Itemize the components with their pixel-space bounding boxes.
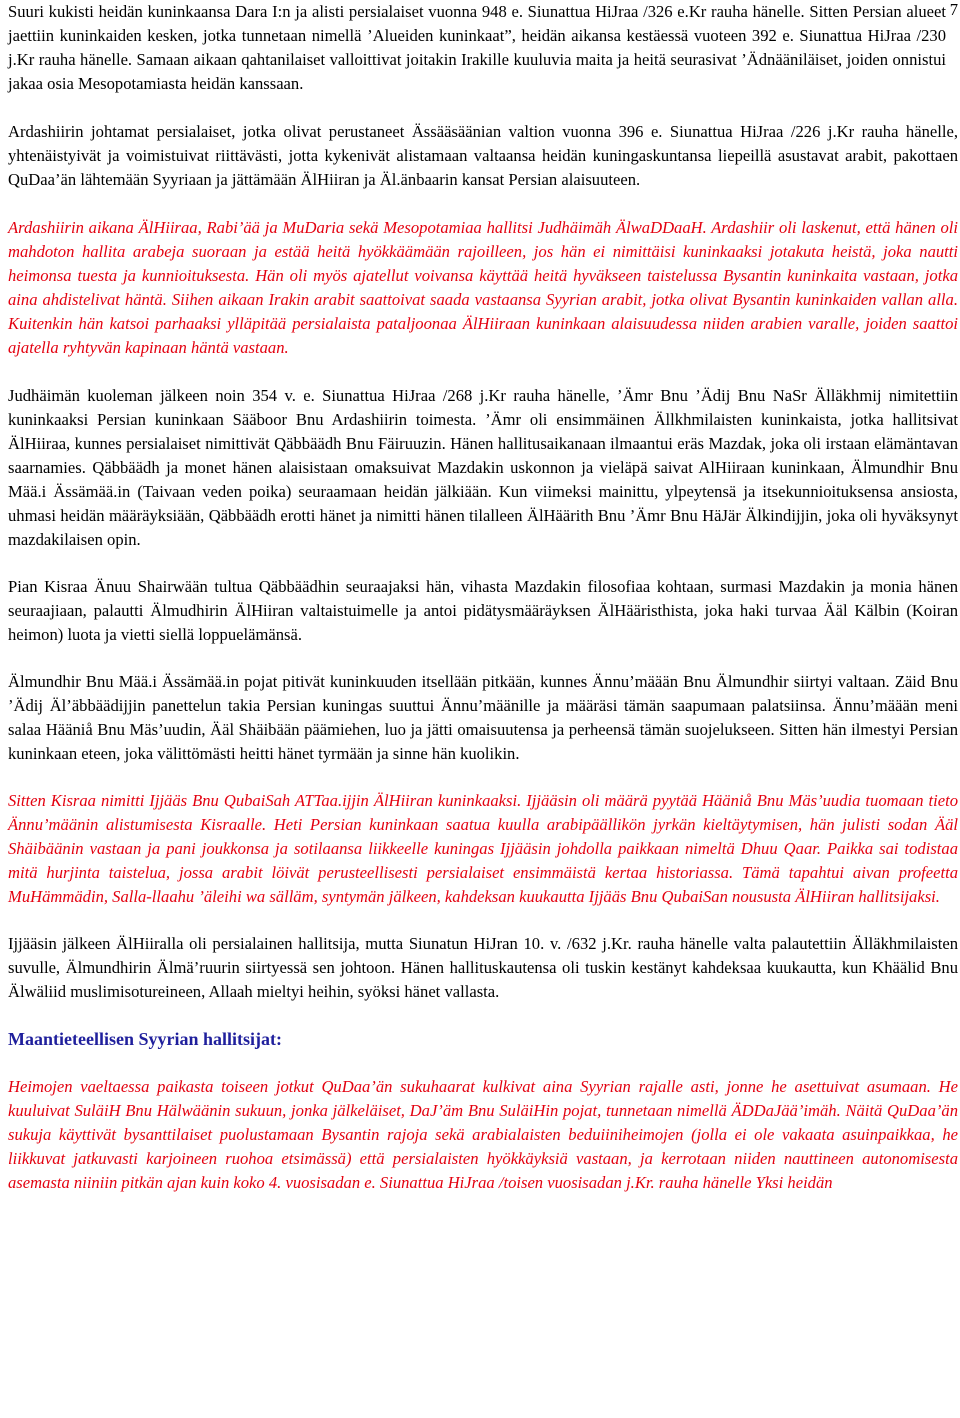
page-number: 7 <box>949 0 958 19</box>
section-heading: Maantieteellisen Syyrian hallitsijat: <box>8 1029 282 1049</box>
paragraph-9-italic: Heimojen vaeltaessa paikasta toiseen jotkut QuDaa’än sukuhaarat kulkivat aina Syyrian rajalle asti, jonne he asettuivat asumaan. He kuuluivat SuläiH Bnu Hälwäänin sukuun, jonka jälkeläiset, DaJ’äm Bnu SuläiHin pojat, tunnetaan nimellä ÄDDaJää’imäh. Näitä QuDaa’än sukuja käyttivät bysanttilaiset puolustamaan Bysantin rajoja sekä arabialaisten beduiiniheimojen (jolla ei ole vakaata asuinpaikkaa, he liikkuvat jatkuvasti karjoineen ruohoa etsimässä) että persialaisten hyökkäyksiä vastaan, ja kerrotaan niiden nauttineen autonomisesta asemasta niiniin pitkän ajan kuin koko 4. vuosisadan e. Siunattua HiJraa /toisen vuosisadan j.Kr. rauha hänelle Yksi heidän <box>8 1077 958 1192</box>
paragraph-4: Judhäimän kuoleman jälkeen noin 354 v. e. Siunattua HiJraa /268 j.Kr rauha hänelle, ’Ämr Bnu ’Ädij Bnu NaSr Älläkhmij nimitettiin kuninkaaksi Persian kuninkaan Sääboor Bnu Ardashiirin toimesta. ’Ämr oli ensimmäinen Ällkhmilaisten kuninkaista, jotka hallitsivat ÄlHiiraa, kunnes persialaiset nimittivät Qäbbäädh Bnu Fäiruuzin. Hänen hallitusaikanaan ilmaantui eräs Mazdak, joka oli irstaan elämäntavan saarnamies. Qäbbäädh ja monet hänen alaisistaan omaksuivat Mazdakin uskonnon ja vieläpä saivat AlHiiraan kuninkaan, Älmundhir Bnu Mää.i Ässämää.in (Taivaan veden poika) seuraamaan heidän jälkiään. Kun viimeksi mainittu, ylpeytensä ja itsekunnioituksensa ansiosta, uhmasi heidän määräyksiään, Qäbbäädh erotti hänet ja nimitti hänen tilalleen ÄlHäärith Bnu ’Ämr Bnu HäJär Älkindijjin, joka oli hyväksynyt mazdakilaisen opin. <box>8 386 958 549</box>
paragraph-8: Ijjääsin jälkeen ÄlHiiralla oli persialainen hallitsija, mutta Siunatun HiJran 10. v. /632 j.Kr. rauha hänelle valta palautettiin Älläkhmilaisten suvulle, Älmundhirin Älmä’ruurin siirtyessä sen johtoon. Hänen hallituskautensa oli tuskin kestänyt kahdeksaa kuukautta, kun Khäälid Bnu Älwäliid muslimisotureineen, Allaah mieltyi heihin, syöksi hänet vallasta. <box>8 934 958 1001</box>
paragraph-3-italic: Ardashiirin aikana ÄlHiiraa, Rabi’ää ja MuDaria sekä Mesopotamiaa hallitsi Judhäimäh ÄlwaDDaaH. Ardashiir oli laskenut, että hänen oli mahdoton hallita arabeja suoraan ja estää heitä hyökkäämään rajoilleen, jos hän ei nimittäisi kuninkaaksi jotakuta heistä, joka nautti heimonsa tuesta ja kunnioituksesta. Hän oli myös ajatellut voivansa käyttää heitä hyväkseen taistelussa Bysantin kuninkaita vastaan, jotka aina ahdistelivat häntä. Siihen aikaan Irakin arabit saattoivat saada vastaansa Syyrian arabit, jotka olivat Bysantin kuninkaiden vallan alla. Kuitenkin hän katsoi parhaaksi ylläpitää persialaista pataljoonaa ÄlHiiraan kuninkaan alaisuudessa niiden arabien varalle, joiden saattoi ajatella ryhtyvän kapinaan häntä vastaan. <box>8 218 958 357</box>
paragraph-5: Pian Kisraa Änuu Shairwään tultua Qäbbäädhin seuraajaksi hän, vihasta Mazdakin filosofiaa kohtaan, surmasi Mazdakin ja monia hänen seuraajiaan, palautti Älmudhirin ÄlHiiran valtaistuimelle ja antoi pidätysmääräyksen ÄlHääristhista, joka haki turvaa Ääl Kälbin (Koiran heimon) luota ja vietti siellä loppuelämänsä. <box>8 577 958 644</box>
paragraph-2: Ardashiirin johtamat persialaiset, jotka olivat perustaneet Ässääsäänian valtion vuonna 396 e. Siunattua HiJraa /226 j.Kr rauha hänelle, yhtenäistyivät ja voimistuivat riittävästi, jotta kykenivät alistamaan valtaansa heidän kuningaskuntansa liepeillä asustavat arabit, pakottaen QuDaa’än lähtemään Syyriaan ja jättämään ÄlHiiran ja Äl.änbaarin kansat Persian alaisuuteen. <box>8 122 958 189</box>
paragraph-1: Suuri kukisti heidän kuninkaansa Dara I:n ja alisti persialaiset vuonna 948 e. Siunattua HiJraa /326 e.Kr rauha hänelle. Sitten Persian alueet jaettiin kuninkaiden kesken, jotka tunnetaan nimellä ’Alueiden kuninkaat”, heidän aikansa kestäessä vuoteen 392 e. Siunattua HiJraa /230 j.Kr rauha hänelle. Samaan aikaan qahtanilaiset valloittivat joitakin Irakille kuuluvia maita ja heitä seurasivat ’Ädnääniläiset, joiden onnistui jakaa osia Mesopotamiasta heidän kanssaan. <box>8 2 946 93</box>
paragraph-6: Älmundhir Bnu Mää.i Ässämää.in pojat pitivät kuninkuuden itsellään pitkään, kunnes Ännu’määän Bnu Älmundhir siirtyi valtaan. Zäid Bnu ’Ädij Äl’äbbäädijjin panettelun takia Persian kuningas suuttui Ännu’määnille ja määräsi tämän saapumaan palatsiinsa. Ännu’määän meni salaa Hääniå Bnu Mäs’uudin, Ääl Shäibään päämiehen, luo ja jätti omaisuutensa ja perheensä tämän suojelukseen. Sitten hän ilmestyi Persian kuninkaan eteen, joka välittömästi heitti hänet tyrmään ja sinne hän kuolikin. <box>8 672 958 763</box>
paragraph-7-italic: Sitten Kisraa nimitti Ijjääs Bnu QubaiSah ATTaa.ijjin ÄlHiiran kuninkaaksi. Ijjääsin oli määrä pyytää Hääniå Bnu Mäs’uudia tuomaan tieto Ännu’määnin alistumisesta Kisraalle. Heti Persian kuninkaan saatua kuulla arabipäällikön jyrkän kieltäytymisen, hän julisti sodan Ääl Shäibäänin vastaan ja pani joukkonsa ja sotilaansa liikkeelle kuningas Ijjääsin johdolla paikkaan nimeltä Dhuu Qaar. Paikka sai todistaa mitä hurjinta taistelua, jossa arabit löivät perusteellisesti persialaiset ensimmäistä kertaa historiassa. Tämä tapahtui aivan profeetta MuHämmädin, Salla-llaahu ’äleihi wa sälläm, syntymän jälkeen, kahdeksan kuukautta Ijjääs Bnu QubaiSan noususta ÄlHiiran hallitsijaksi. <box>8 791 958 906</box>
